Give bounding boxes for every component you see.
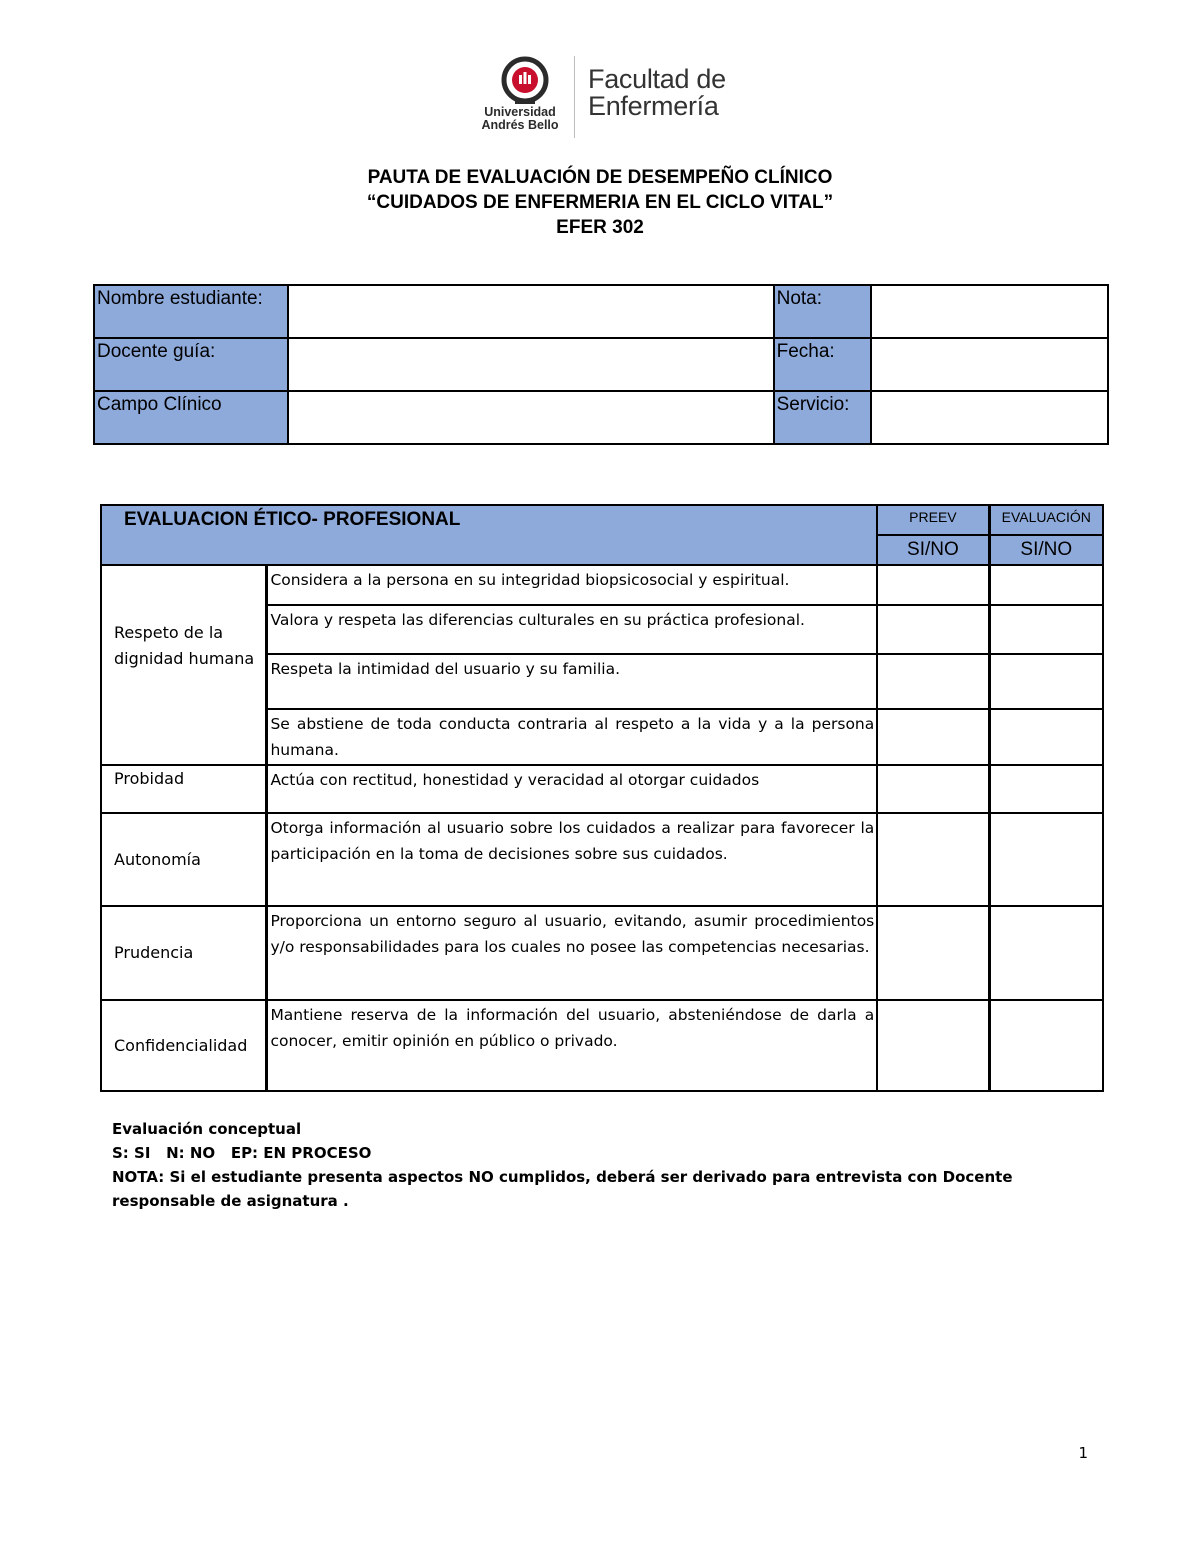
table-row	[101, 1000, 1103, 1091]
criterion-2: Valora y respeta las diferencias culturales en su práctica profesional.	[267, 605, 877, 654]
faculty-line-1: Facultad de	[588, 64, 726, 94]
table-row	[101, 765, 1103, 813]
preev-checkbox-6[interactable]	[877, 813, 989, 906]
student-info-table	[93, 284, 1109, 445]
preev-checkbox-3[interactable]	[877, 654, 989, 709]
fecha-label: Fecha:	[774, 338, 871, 391]
category-autonomia: Autonomía	[101, 813, 267, 906]
table-row	[101, 565, 1103, 605]
evaluacion-header: EVALUACIÓN	[989, 505, 1103, 535]
preev-checkbox-5[interactable]	[877, 765, 989, 813]
eval-checkbox-2[interactable]	[989, 605, 1103, 654]
fecha-field[interactable]	[871, 338, 1108, 391]
campo-label: Campo Clínico	[94, 391, 288, 444]
table-row	[94, 338, 1108, 391]
servicio-label: Servicio:	[774, 391, 871, 444]
criterion-1: Considera a la persona en su integridad biopsicosocial y espiritual.	[267, 565, 877, 605]
evaluation-notes	[112, 1117, 1102, 1213]
document-title	[0, 165, 1200, 240]
eval-checkbox-6[interactable]	[989, 813, 1103, 906]
eval-checkbox-7[interactable]	[989, 906, 1103, 1000]
criterion-8: Mantiene reserva de la información del usuario, absteniéndose de darla a conocer, emitir opinión en público o privado.	[267, 1000, 877, 1091]
notes-warning: NOTA: Si el estudiante presenta aspectos NO cumplidos, deberá ser derivado para entrevista con Docente responsable de asignatura .	[112, 1168, 1013, 1210]
title-line-1: PAUTA DE EVALUACIÓN DE DESEMPEÑO CLÍNICO	[367, 167, 833, 188]
category-probidad: Probidad	[101, 765, 267, 813]
campo-field[interactable]	[288, 391, 774, 444]
criterion-4: Se abstiene de toda conducta contraria al respeto a la vida y a la persona humana.	[267, 709, 877, 765]
eval-checkbox-4[interactable]	[989, 709, 1103, 765]
preev-checkbox-2[interactable]	[877, 605, 989, 654]
ethical-evaluation-table	[100, 504, 1104, 1092]
category-prudencia: Prudencia	[101, 906, 267, 1000]
preev-checkbox-8[interactable]	[877, 1000, 989, 1091]
preev-header: PREEV	[877, 505, 989, 535]
university-name: Universidad Andrés Bello	[481, 105, 559, 132]
category-respeto	[101, 565, 267, 765]
preev-checkbox-4[interactable]	[877, 709, 989, 765]
table-header-row	[101, 505, 1103, 535]
preev-checkbox-1[interactable]	[877, 565, 989, 605]
faculty-line-2: Enfermería	[588, 91, 719, 121]
nota-field[interactable]	[871, 285, 1108, 338]
eval-checkbox-3[interactable]	[989, 654, 1103, 709]
category-respeto-label: Respeto de la dignidad humana	[114, 623, 255, 668]
eval-checkbox-5[interactable]	[989, 765, 1103, 813]
eval-checkbox-8[interactable]	[989, 1000, 1103, 1091]
title-line-3: EFER 302	[556, 217, 644, 238]
university-seal-icon	[500, 56, 550, 106]
docente-field[interactable]	[288, 338, 774, 391]
criterion-5: Actúa con rectitud, honestidad y veracidad al otorgar cuidados	[267, 765, 877, 813]
faculty-name	[588, 66, 726, 120]
criterion-3: Respeta la intimidad del usuario y su familia.	[267, 654, 877, 709]
table-row	[101, 813, 1103, 906]
nombre-label: Nombre estudiante:	[94, 285, 288, 338]
notes-legend: S: SI N: NO EP: EN PROCESO	[112, 1144, 372, 1162]
eval-checkbox-1[interactable]	[989, 565, 1103, 605]
criterion-6: Otorga información al usuario sobre los cuidados a realizar para favorecer la participación en la toma de decisiones sobre sus cuidados.	[267, 813, 877, 906]
table-row	[94, 391, 1108, 444]
page-number: 1	[1078, 1444, 1088, 1462]
university-logo	[470, 52, 730, 144]
docente-label: Docente guía:	[94, 338, 288, 391]
nota-label: Nota:	[774, 285, 871, 338]
category-confidencialidad: Confidencialidad	[101, 1000, 267, 1091]
servicio-field[interactable]	[871, 391, 1108, 444]
table-row	[101, 906, 1103, 1000]
criterion-7: Proporciona un entorno seguro al usuario, evitando, asumir procedimientos y/o responsabilidades para los cuales no posee las competencias necesarias.	[267, 906, 877, 1000]
logo-divider	[574, 56, 575, 138]
evaluacion-sino-header: SI/NO	[989, 535, 1103, 565]
table-row	[94, 285, 1108, 338]
title-line-2: “CUIDADOS DE ENFERMERIA EN EL CICLO VITAL”	[366, 192, 834, 213]
preev-sino-header: SI/NO	[877, 535, 989, 565]
nombre-field[interactable]	[288, 285, 774, 338]
notes-heading: Evaluación conceptual	[112, 1120, 302, 1138]
preev-checkbox-7[interactable]	[877, 906, 989, 1000]
eval-table-title: EVALUACION ÉTICO- PROFESIONAL	[101, 505, 877, 565]
